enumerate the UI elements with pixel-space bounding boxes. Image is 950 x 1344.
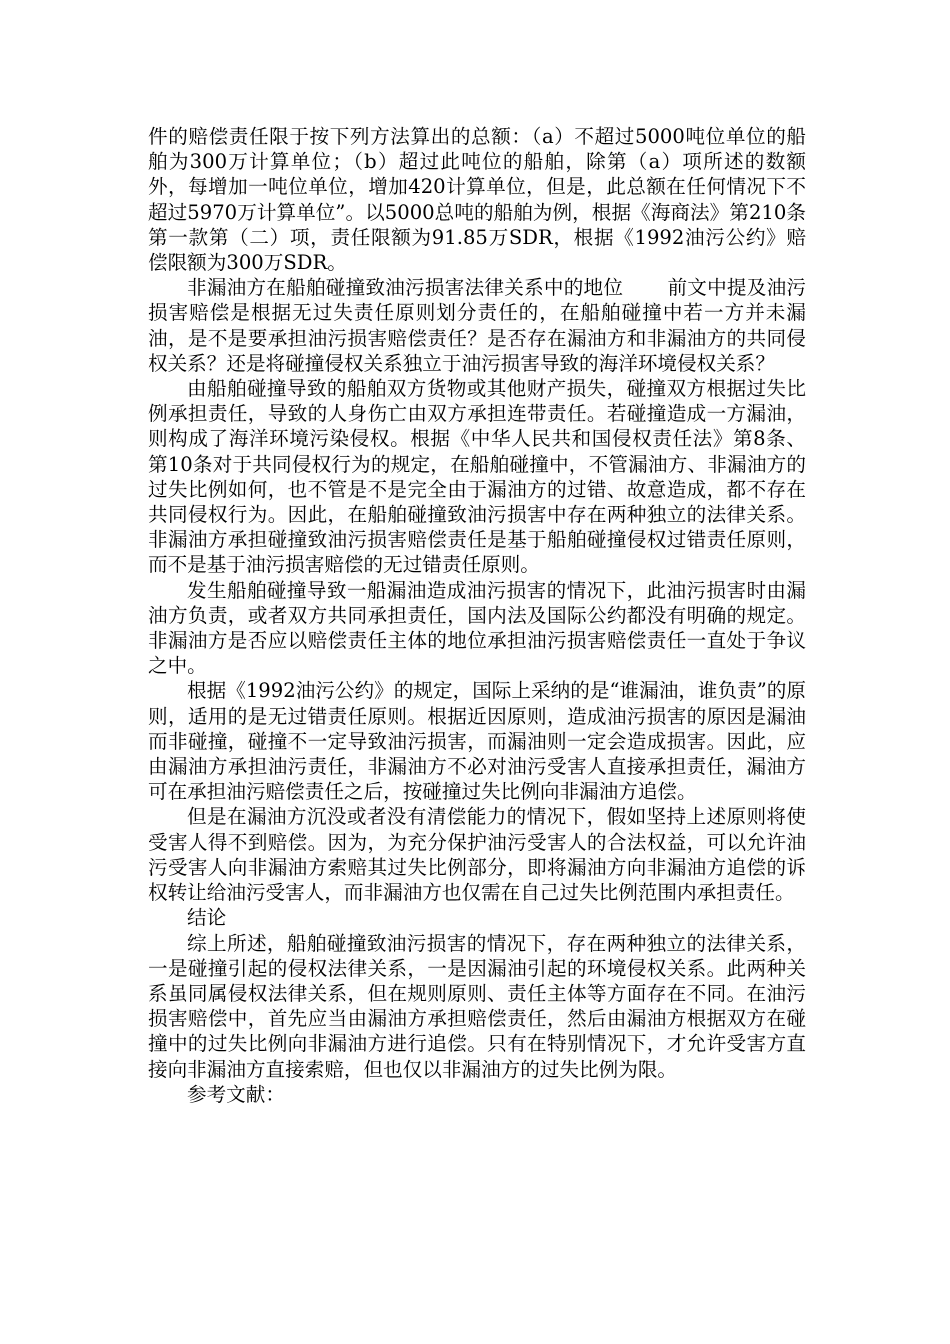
paragraph-dispute: 发生船舶碰撞导致一船漏油造成油污损害的情况下，此油污损害时由漏油方负责，或者双方共同承担责任，国内法及国际公约都没有明确的规定。非漏油方是否应以赔偿责任主体的地位承担油污损害赔偿责任一直处于争议之中。 xyxy=(148,578,806,678)
section-heading-references: 参考文献： xyxy=(187,1082,285,1106)
paragraph-convention-principle: 根据《1992油污公约》的规定，国际上采纳的是“谁漏油，谁负责”的原则，适用的是无过错责任原则。根据近因原则，造成油污损害的原因是漏油而非碰撞，碰撞不一定导致油污损害，而漏油则一定会造成损害。因此，应由漏油方承担油污责任，非漏油方不必对油污受害人直接承担责任，漏油方可在承担油污赔偿责任之后，按碰撞过失比例向非漏油方追偿。 xyxy=(148,679,806,804)
paragraph-non-leaking-party-text: 前文中提及油污损害赔偿是根据无过失责任原则划分责任的，在船舶碰撞中若一方并未漏油，是不是要承担油污损害赔偿责任？是否存在漏油方和非漏油方的共同侵权关系？还是将碰撞侵权关系独立于油污损害导致的海洋环境侵权关系？ xyxy=(148,276,807,375)
paragraph-victim-protection: 但是在漏油方沉没或者没有清偿能力的情况下，假如坚持上述原则将使受害人得不到赔偿。因为，为充分保护油污受害人的合法权益，可以允许油污受害人向非漏油方索赔其过失比例部分，即将漏油方向非漏油方追偿的诉权转让给油污受害人，而非漏油方也仅需在自己过失比例范围内承担责任。 xyxy=(148,805,806,905)
paragraph-non-leaking-party xyxy=(148,275,806,376)
paragraph-conclusion: 综上所述，船舶碰撞致油污损害的情况下，存在两种独立的法律关系，一是碰撞引起的侵权法律关系，一是因漏油引起的环境侵权关系。此两种关系虽同属侵权法律关系，但在规则原则、责任主体等方面存在不同。在油污损害赔偿中，首先应当由漏油方承担赔偿责任，然后由漏油方根据双方在碰撞中的过失比例向非漏油方进行追偿。只有在特别情况下，才允许受害方直接向非漏油方直接索赔，但也仅以非漏油方的过失比例为限。 xyxy=(148,931,806,1081)
paragraph-collision-liability: 由船舶碰撞导致的船舶双方货物或其他财产损失，碰撞双方根据过失比例承担责任，导致的人身伤亡由双方承担连带责任。若碰撞造成一方漏油，则构成了海洋环境污染侵权。根据《中华人民共和国侵权责任法》第8条、第10条对于共同侵权行为的规定，在船舶碰撞中，不管漏油方、非漏油方的过失比例如何，也不管是不是完全由于漏油方的过错、故意造成，都不存在共同侵权行为。因此，在船舶碰撞致油污损害中存在两种独立的法律关系。非漏油方承担碰撞致油污损害赔偿责任是基于船舶碰撞侵权过错责任原则，而不是基于油污损害赔偿的无过错责任原则。 xyxy=(148,377,806,577)
section-heading-conclusion: 结论 xyxy=(187,906,227,930)
document-body xyxy=(148,124,806,1107)
paragraph-liability-limits: 件的赔偿责任限于按下列方法算出的总额：（a）不超过5000吨位单位的船舶为300万计算单位；（b）超过此吨位的船舶，除第（a）项所述的数额外，每增加一吨位单位，增加420计算单位，但是，此总额在任何情况下不超过5970万计算单位”。以5000总吨的船舶为例，根据《海商法》第210条第一款第（二）项，责任限额为91.85万SDR，根据《1992油污公约》赔偿限额为300万SDR。 xyxy=(148,125,806,275)
section-heading-non-leaking-party: 非漏油方在船舶碰撞致油污损害法律关系中的地位 xyxy=(187,276,624,300)
